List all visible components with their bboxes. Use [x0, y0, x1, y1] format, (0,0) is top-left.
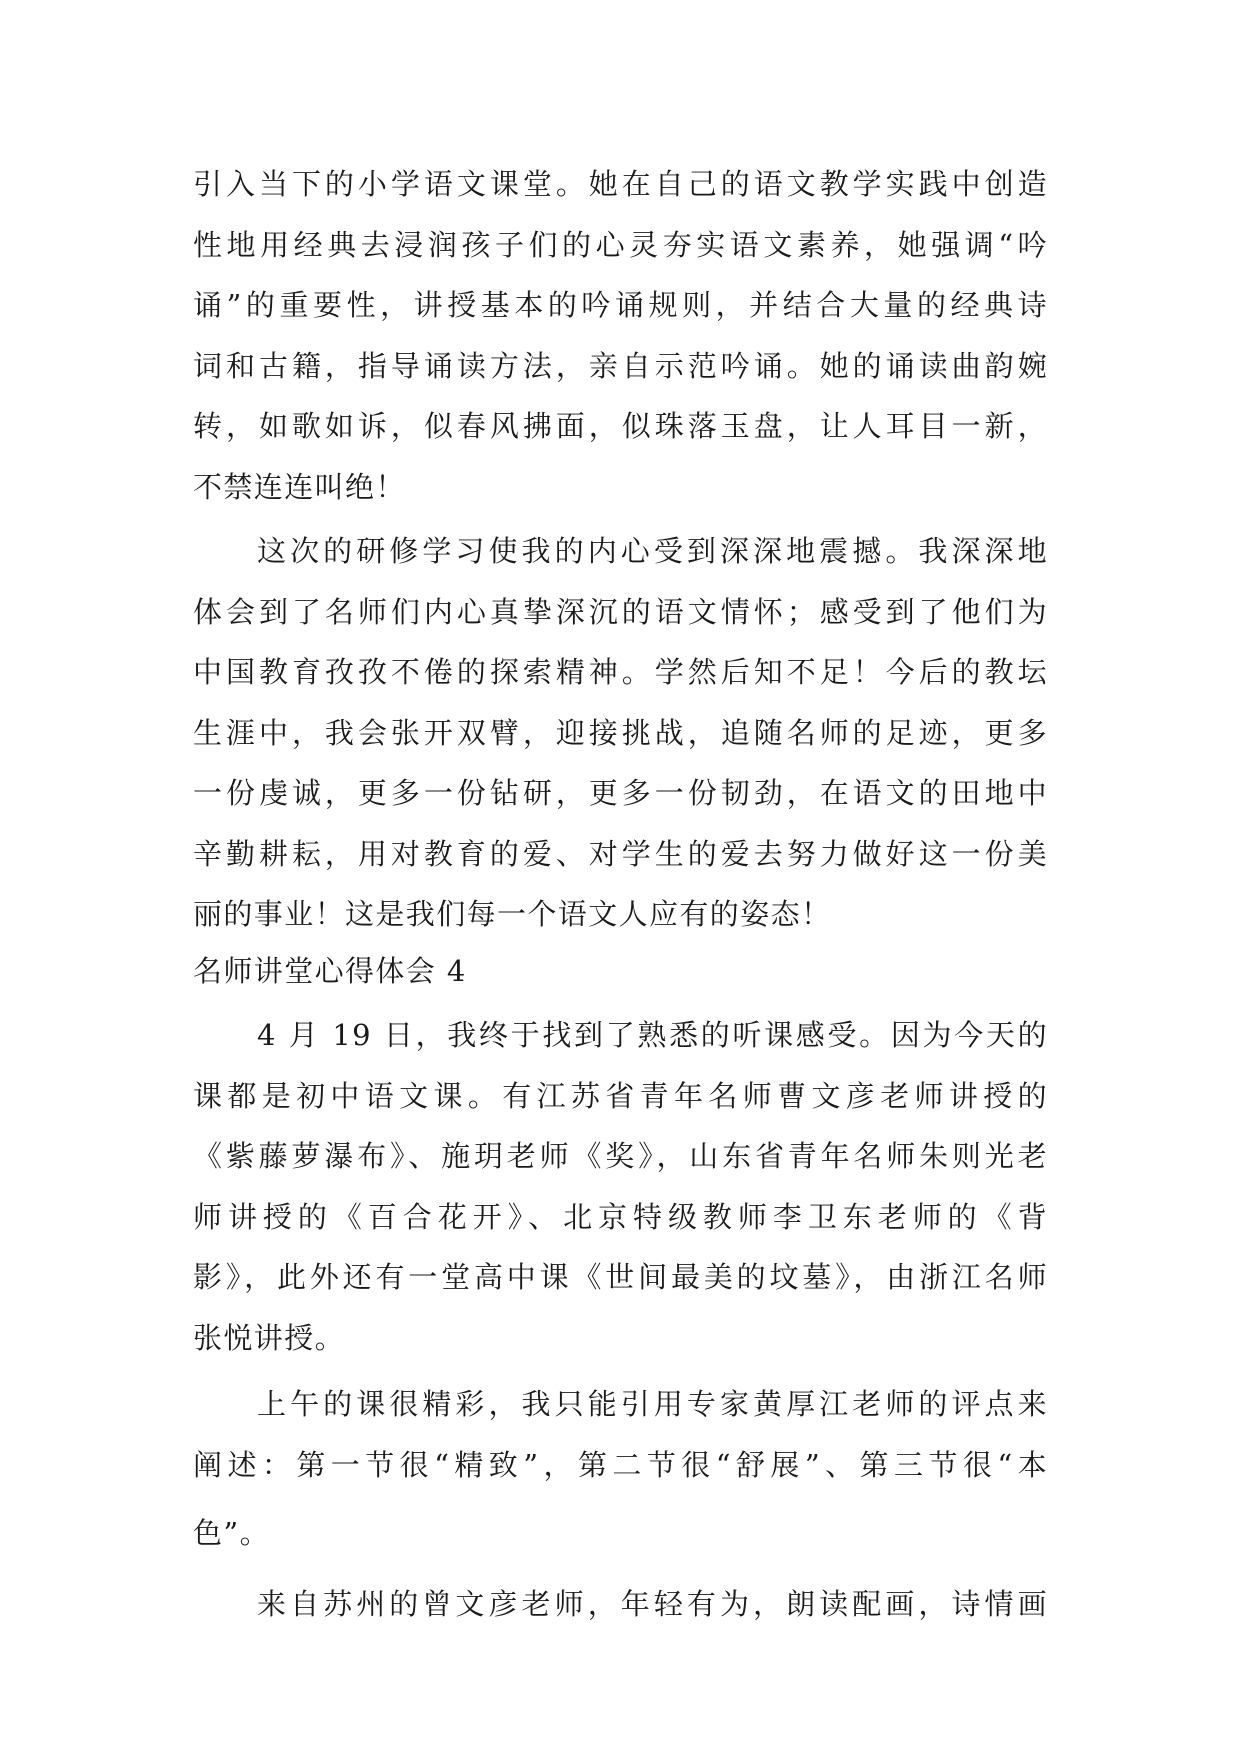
text-line: 色”。 [193, 1516, 271, 1550]
text-line: 生涯中，我会张开双臂，迎接挑战，追随名师的足迹，更多 [193, 715, 1048, 750]
text-line: 一份虔诚，更多一份钻研，更多一份韧劲，在语文的田地中 [193, 776, 1048, 810]
text-line: 4 月 19 日，我终于找到了熟悉的听课感受。因为今天的 [257, 1018, 1048, 1052]
text-line: 性地用经典去浸润孩子们的心灵夯实语文素养，她强调“吟 [193, 227, 1048, 262]
text-line: 引入当下的小学语文课堂。她在自己的语文教学实践中创造 [193, 167, 1048, 201]
text-line: 辛勤耕耘，用对教育的爱、对学生的爱去努力做好这一份美 [193, 836, 1048, 871]
text-line: 课都是初中语文课。有江苏省青年名师曹文彦老师讲授的 [193, 1078, 1048, 1113]
text-line: 体会到了名师们内心真挚深沉的语文情怀；感受到了他们为 [193, 594, 1048, 629]
text-line: 《紫藤萝瀑布》、施玥老师《奖》，山东省青年名师朱则光老 [193, 1139, 1048, 1173]
text-line: 这次的研修学习使我的内心受到深深地震撼。我深深地 [257, 534, 1048, 568]
text-line: 来自苏州的曾文彦老师，年轻有为，朗读配画，诗情画 [257, 1586, 1048, 1621]
text-line: 诵”的重要性，讲授基本的吟诵规则，并结合大量的经典诗 [193, 288, 1048, 322]
text-line: 丽的事业！这是我们每一个语文人应有的姿态！ [193, 897, 832, 931]
text-line: 名师讲堂心得体会 4 [193, 953, 467, 988]
document-page [193, 154, 1048, 1634]
text-line: 师讲授的《百合花开》、北京特级教师李卫东老师的《背 [193, 1199, 1048, 1234]
text-line: 阐述：第一节很“精致”，第二节很“舒展”、第三节很“本 [193, 1447, 1048, 1482]
text-line: 转，如歌如诉，似春风拂面，似珠落玉盘，让人耳目一新， [193, 409, 1048, 443]
text-line: 影》，此外还有一堂高中课《世间最美的坟墓》，由浙江名师 [193, 1260, 1048, 1294]
text-line: 词和古籍，指导诵读方法，亲自示范吟诵。她的诵读曲韵婉 [193, 348, 1048, 383]
text-line: 上午的课很精彩，我只能引用专家黄厚江老师的评点来 [257, 1387, 1048, 1421]
text-line: 不禁连连叫绝！ [193, 469, 406, 504]
text-line: 张悦讲授。 [193, 1320, 346, 1355]
text-line: 中国教育孜孜不倦的探索精神。学然后知不足！今后的教坛 [193, 655, 1048, 689]
